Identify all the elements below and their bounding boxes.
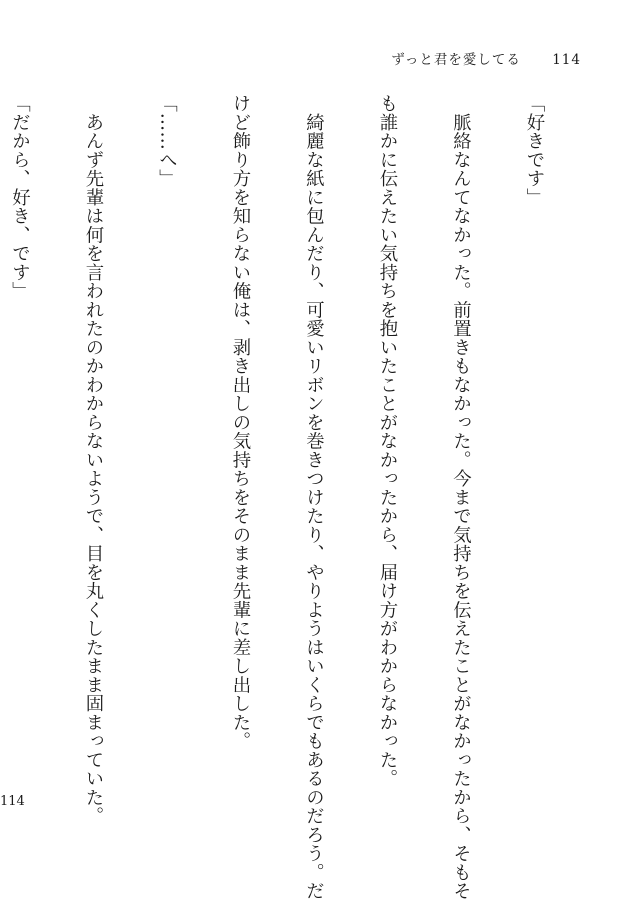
text-line: けど飾り方を知らない俺は、剥き出しの気持ちをそのまま先輩に差し出した。 <box>230 94 251 751</box>
text-line: あんず先輩は何を言われたのかわからないようで、目を丸くしたまま固まっていた。 <box>83 94 104 826</box>
text-line: も誰かに伝えたい気持ちを抱いたことがなかったから、届け方がわからなかった。 <box>377 94 398 788</box>
running-head <box>391 48 581 68</box>
running-head-title: ずっと君を愛してる <box>391 52 521 68</box>
text-line: 「好きです」 <box>524 94 545 207</box>
text-line: 脈絡なんてなかった。前置きもなかった。今まで気持ちを伝えたことがなかったから、そもそ <box>450 94 472 900</box>
text-line: 綺麗な紙に包んだり、可愛いリボンを巻きつけたり、やりようはいくらでもあるのだろう。だ <box>303 94 325 900</box>
running-head-page-number: 114 <box>552 52 581 68</box>
text-line: 「……へ」 <box>156 94 178 188</box>
page-folio: 114 <box>0 794 25 809</box>
text-line: 「だから、好き、です」 <box>9 94 31 301</box>
